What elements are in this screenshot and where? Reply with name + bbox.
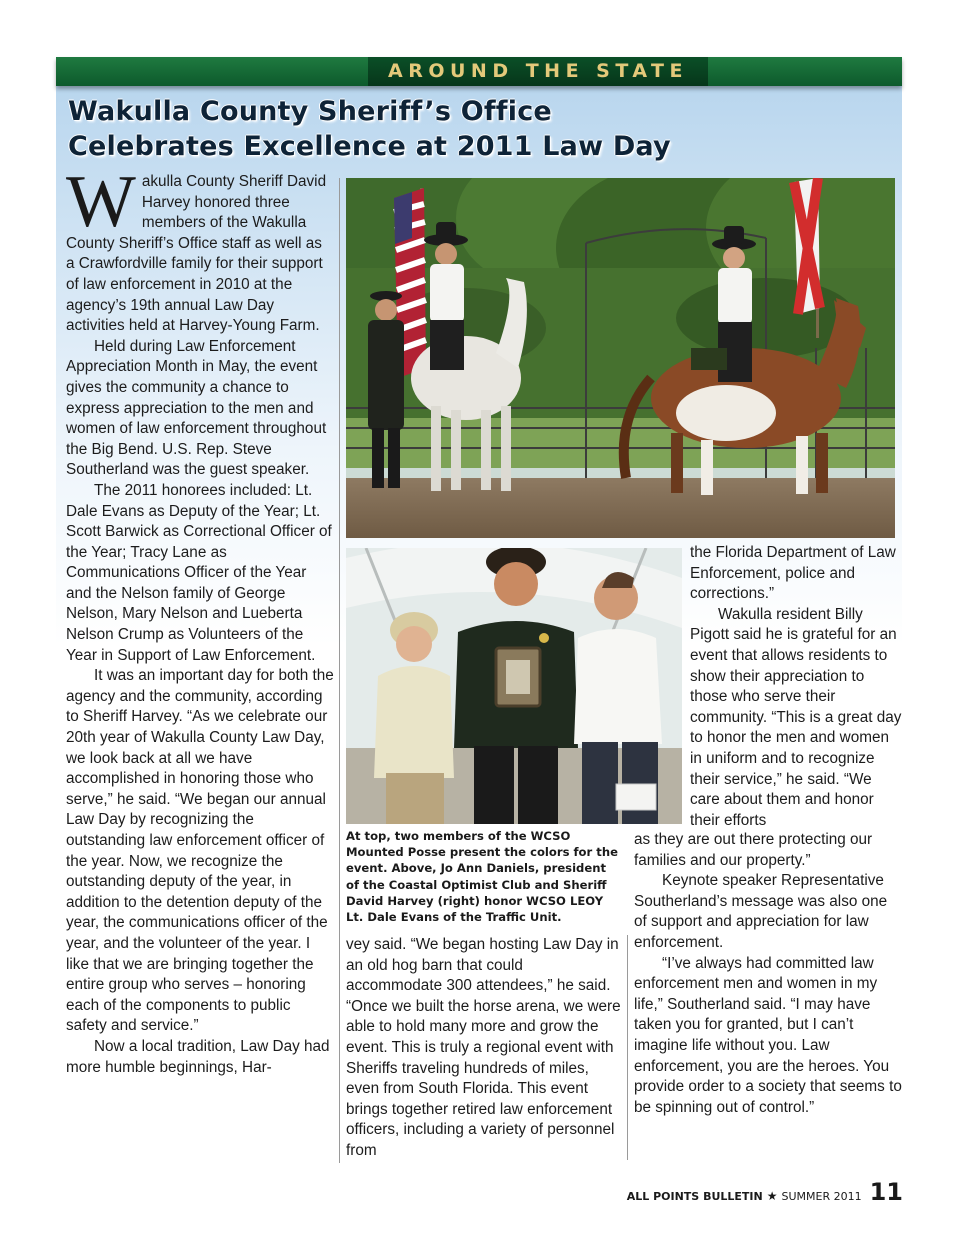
paragraph-4: It was an important day for both the agency and the community, according to Sheriff Harvey. “As we celebrate our 20th year of Wakulla County Law Day, we look back at all we have accomplished in honoring those who serve,” he said. “We began our annual Law Day by recognizing the outstanding law enforcement officer of the year. Now, we recognize the outstanding deputy of the year, in addition to the detention deputy of the year, the communications officer of the year, and the volunteer of the year. I like that we are bringing together the entire group who serves – honoring each of the components to public safety and service.” — [66, 667, 334, 1035]
paragraph-5: Now a local tradition, Law Day had more humble beginnings, Har- — [66, 1037, 330, 1076]
paragraph-col3-2: Wakulla resident Billy Pigott said he is grateful for an event that allows residents to show their appreciation to those who serve their community. “This is a great day to honor the men and women in uniform and to recognize their service,” he said. “We care about them and honor their efforts — [690, 605, 902, 829]
section-banner — [56, 57, 902, 86]
photo-mounted-posse — [346, 178, 895, 538]
paragraph-3: The 2011 honorees included: Lt. Dale Evans as Deputy of the Year; Lt. Scott Barwick as Correctional Officer of the Year; Tracy Lane as Communications Officer of the Year and the Nelson family of George Nelson, Mary Nelson and Lueberta Nelson Crump as Volunteers of the Year in Support of Law Enforcement. — [66, 481, 332, 664]
article-column-3-upper — [690, 543, 904, 831]
paragraph-2: Held during Law Enforcement Appreciation Month in May, the event gives the community a chance to express appreciation to the men and women of law enforcement throughout the Big Bend. U.S. Rep. Steve Southerland was the guest speaker. — [66, 337, 327, 479]
article-column-2 — [346, 935, 622, 1162]
paragraph-1-text: akulla County Sheriff David Harvey honored three members of the Wakulla County Sheriff’s Office staff as well as a Crawfordville family for their support of law enforcement in 2010 at the agency’s 19th annual Law Day activities held at Harvey-Young Farm. — [66, 173, 327, 335]
page-number: 11 — [869, 1178, 903, 1206]
paragraph-1 — [66, 161, 334, 337]
drop-cap: W — [66, 161, 136, 243]
page-footer — [627, 1178, 903, 1208]
column-divider-1 — [339, 178, 340, 1163]
star-icon: ★ — [766, 1189, 778, 1203]
paragraph-col3-1: the Florida Department of Law Enforcement, police and corrections.” — [690, 544, 896, 603]
paragraph-col3-3: Keynote speaker Representative Southerland’s message was also one of support and appreciation for law enforcement. — [634, 872, 888, 951]
headline-line-2: Celebrates Excellence at 2011 Law Day — [68, 131, 671, 162]
article-column-3-lower — [634, 830, 904, 1118]
photo-award-presentation — [346, 548, 682, 824]
paragraph-col2-1: vey said. “We began hosting Law Day in an old hog barn that could accommodate 300 attendees,” he said. “Once we built the horse arena, we were able to hold many more and grow the event. This is truly a regional event with Sheriffs traveling hundreds of miles, even from South Florida. This event brings together retired law enforcement officers, including a variety of personnel from — [346, 936, 621, 1159]
publication-name: ALL POINTS BULLETIN — [626, 1190, 763, 1203]
mounted-posse-illustration — [346, 178, 895, 538]
photo-caption: At top, two members of the WCSO Mounted Posse present the colors for the event. Above, Jo Ann Daniels, president of the Coastal Optimist Club and Sheriff David Harvey (right) honor WCSO LEOY Lt. Dale Evans of the Traffic Unit. — [346, 829, 618, 925]
column-divider-2 — [627, 935, 628, 1160]
issue-label: SUMMER 2011 — [781, 1190, 862, 1203]
headline-line-1: Wakulla County Sheriff’s Office — [68, 96, 552, 127]
article-headline — [68, 94, 888, 164]
article-column-1 — [66, 161, 334, 1078]
paragraph-col3-4: “I’ve always had committed law enforcement men and women in my life,” Southerland said. “I may have taken you for granted, but I can’t imagine life without you. Law enforcement, you are the heroes. You provide order to a society that seems to be spinning out of control.” — [634, 954, 902, 1116]
award-presentation-illustration — [346, 548, 682, 824]
paragraph-col3-2-cont: as they are out there protecting our families and our property.” — [634, 831, 873, 869]
section-label: AROUND THE STATE — [368, 57, 708, 86]
